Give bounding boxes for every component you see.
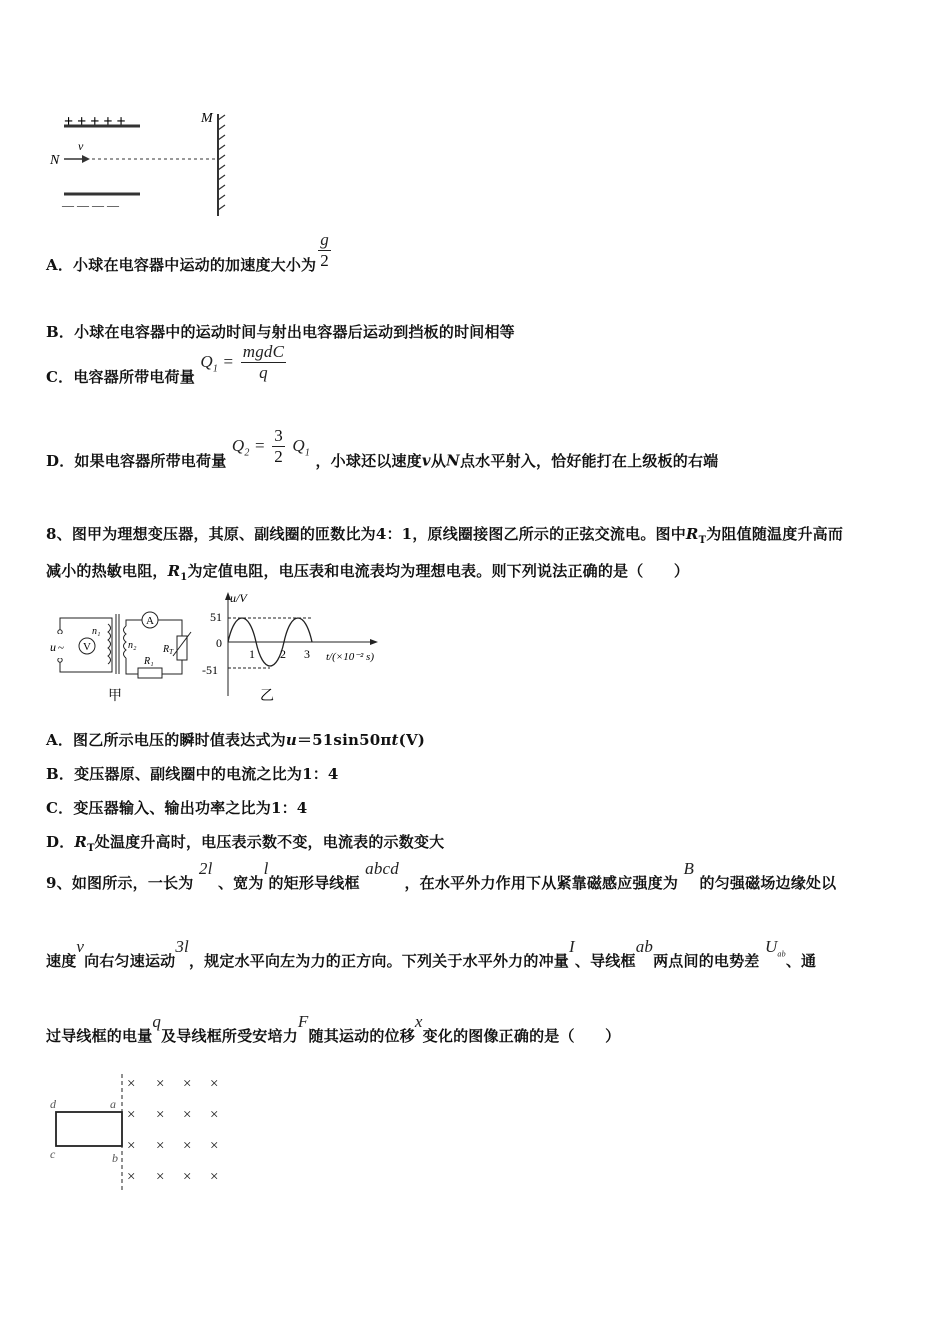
q9-l3-a: 过导线框的电量: [46, 1027, 153, 1045]
q7-d-frac-num: 3: [274, 426, 283, 445]
q7-option-a-text: A．小球在电容器中运动的加速度大小为: [46, 256, 317, 274]
q9-l1-e: 的匀强磁场边缘处以: [699, 874, 837, 892]
q7-option-a-fraction: [318, 230, 331, 271]
q7-c-frac-num: mgdC: [242, 342, 285, 361]
q9-l2-b: 向右匀速运动: [84, 952, 176, 970]
field-cross: ×: [210, 1107, 219, 1123]
q8-d-prefix: D．: [46, 833, 75, 851]
frame-label-d: d: [50, 1097, 56, 1111]
circuit-ammeter: A: [146, 615, 154, 627]
graph-zero: 0: [216, 636, 222, 650]
circuit-n1: n₁: [92, 626, 101, 637]
q9-l2-e: 两点间的电势差: [653, 952, 760, 970]
q8-a-t: t: [391, 731, 399, 749]
field-cross: ×: [210, 1076, 219, 1092]
field-cross: ×: [210, 1138, 219, 1154]
q8-option-a-text: A．图乙所示电压的瞬时值表达式为: [46, 731, 286, 749]
q8-option-c: C．变压器输入、输出功率之比为1：4: [46, 799, 308, 817]
q8-line1-b: 为阻值随温度升高而: [706, 525, 844, 543]
frame-label-a: a: [110, 1097, 116, 1111]
q8-option-a: [46, 729, 425, 750]
q9-l2-c: ，规定水平向左为力的正方向。下列关于水平外力的冲量: [188, 952, 569, 970]
q7-d-q2: $Q_2$: [231, 435, 250, 458]
q9-l3-x: x: [414, 1012, 423, 1031]
q9-stem-line3: [46, 1012, 621, 1046]
magnetic-field-figure: [46, 1070, 246, 1194]
q9-l3-f: F: [297, 1012, 309, 1031]
q9-l2-u: $U_{ab}$: [764, 937, 786, 959]
svg-text:~: ~: [58, 642, 64, 654]
graph-xlabel: t/(×10⁻² s): [326, 651, 374, 663]
circuit-u: u: [50, 640, 56, 654]
q9-l1-c: 的矩形导线框: [268, 874, 360, 892]
q8-stem-line2: [46, 560, 689, 583]
q8-d-sub: T: [87, 843, 95, 854]
q7-option-a: [46, 230, 333, 285]
field-cross: ×: [127, 1107, 136, 1123]
q7-d-frac-den: 2: [274, 447, 283, 466]
circuit-caption: 甲: [108, 689, 122, 704]
q7-option-c-fraction: [241, 342, 286, 383]
q8-line2-a: 减小的热敏电阻，: [46, 562, 168, 580]
q9-l1-b-sym: B: [683, 859, 695, 878]
q8-d-text: 处温度升高时，电压表示数不变，电流表的示数变大: [94, 833, 445, 851]
q7-d-text3: 从: [430, 452, 447, 470]
q7-c-q: $Q_1$: [200, 351, 219, 374]
q8-r1: R: [167, 562, 181, 580]
q8-line1-a: 8、图甲为理想变压器，其原、副线圈的匝数比为4：1，原线圈接图乙所示的正弦交流电。图中: [46, 525, 686, 543]
q9-l2-i: I: [569, 937, 575, 956]
q8-a-mid: ＝51sin50π: [296, 731, 392, 749]
q9-l3-b: 及导线框所受安培力: [161, 1027, 298, 1045]
field-cross: ×: [183, 1169, 192, 1185]
label-m: M: [201, 111, 213, 126]
minus-signs: — — — —: [62, 198, 119, 212]
q7-d-text2: ，小球还以速度: [315, 452, 422, 470]
q9-l2-3l: 3l: [175, 937, 189, 956]
graph-y-min: -51: [202, 663, 218, 677]
q7-a-frac-num: g: [320, 230, 329, 249]
q7-a-frac-den: 2: [320, 251, 329, 270]
q9-l2-d: 、导线框: [574, 952, 636, 970]
q9-l2-a: 速度: [46, 952, 77, 970]
q7-option-c: [46, 342, 288, 397]
voltage-graph: [198, 590, 398, 708]
q9-l1-l: l: [263, 859, 269, 878]
circuit-r1: R₁: [144, 656, 154, 667]
q9-l3-c: 随其运动的位移: [308, 1027, 415, 1045]
q7-option-b: B．小球在电容器中的运动时间与射出电容器后运动到挡板的时间相等: [46, 323, 515, 341]
q9-l3-q: q: [152, 1012, 162, 1031]
q9-l2-v: v: [76, 937, 85, 956]
q9-l1-b: 、宽为: [217, 874, 264, 892]
frame-label-c: c: [50, 1147, 56, 1161]
frame-label-b: b: [112, 1151, 118, 1165]
graph-caption: 乙: [260, 689, 274, 704]
q9-l2-ab: ab: [635, 937, 654, 956]
q8-a-end: (V): [398, 731, 426, 749]
q9-l2-f: 、通: [785, 952, 817, 970]
q7-d-v: v: [421, 451, 431, 470]
graph-xtick-2: 2: [280, 647, 286, 661]
q8-line2-b: 为定值电阻，电压表和电流表均为理想电表。则下列说法正确的是（ ）: [187, 562, 690, 580]
q7-option-d-fraction: [272, 426, 285, 467]
q8-a-u: u: [285, 731, 297, 749]
q9-l1-abcd: abcd: [365, 859, 399, 878]
q7-option-d: [46, 426, 719, 481]
q8-rt: R: [685, 525, 699, 543]
label-v: v: [78, 139, 84, 153]
field-cross: ×: [183, 1138, 192, 1154]
field-cross: ×: [127, 1169, 136, 1185]
q7-d-eq: =: [254, 435, 265, 455]
q8-option-b: B．变压器原、副线圈中的电流之比为1：4: [46, 765, 339, 783]
q8-d-r: R: [74, 833, 88, 851]
field-cross: ×: [156, 1138, 165, 1154]
circuit-voltmeter: V: [83, 641, 91, 653]
field-cross: ×: [127, 1076, 136, 1092]
circuit-n2: n₂: [128, 640, 137, 651]
q8-r1-sub: 1: [180, 572, 188, 583]
field-cross: ×: [156, 1169, 165, 1185]
field-cross: ×: [183, 1107, 192, 1123]
graph-xtick-3: 3: [304, 647, 310, 661]
label-n: N: [50, 153, 60, 168]
q9-l1-2l: 2l: [198, 859, 213, 878]
q8-stem-line1: [46, 523, 843, 546]
plus-signs: + + + + +: [64, 113, 126, 130]
circuit-rt: $R_T$: [163, 644, 174, 656]
q7-d-n: N: [446, 451, 460, 470]
field-cross: ×: [183, 1076, 192, 1092]
field-cross: ×: [156, 1076, 165, 1092]
field-cross: ×: [156, 1107, 165, 1123]
graph-ylabel: u/V: [230, 591, 247, 605]
graph-y-max: 51: [210, 610, 222, 624]
field-cross: ×: [210, 1169, 219, 1185]
q9-stem-line2: [46, 937, 817, 972]
q7-d-q1: $Q_1$: [292, 435, 311, 458]
q9-l1-d: ，在水平外力作用下从紧靠磁感应强度为: [404, 874, 679, 892]
q8-rt-sub: T: [698, 535, 707, 546]
field-cross: ×: [127, 1138, 136, 1154]
q9-l3-d: 变化的图像正确的是（ ）: [422, 1027, 621, 1045]
q7-option-d-text: D．如果电容器所带电荷量: [46, 452, 227, 470]
graph-xtick-1: 1: [249, 647, 255, 661]
q8-option-d: [46, 831, 444, 854]
q7-c-eq: =: [223, 351, 234, 371]
q7-option-c-text: C．电容器所带电荷量: [46, 368, 195, 386]
q7-c-frac-den: q: [259, 363, 268, 382]
transformer-circuit: [46, 604, 196, 708]
q9-l1-a: 9、如图所示，一长为: [46, 874, 194, 892]
q7-d-text4: 点水平射入，恰好能打在上级板的右端: [459, 452, 719, 470]
capacitor-figure: [48, 108, 248, 220]
q9-stem-line1: [46, 859, 837, 893]
